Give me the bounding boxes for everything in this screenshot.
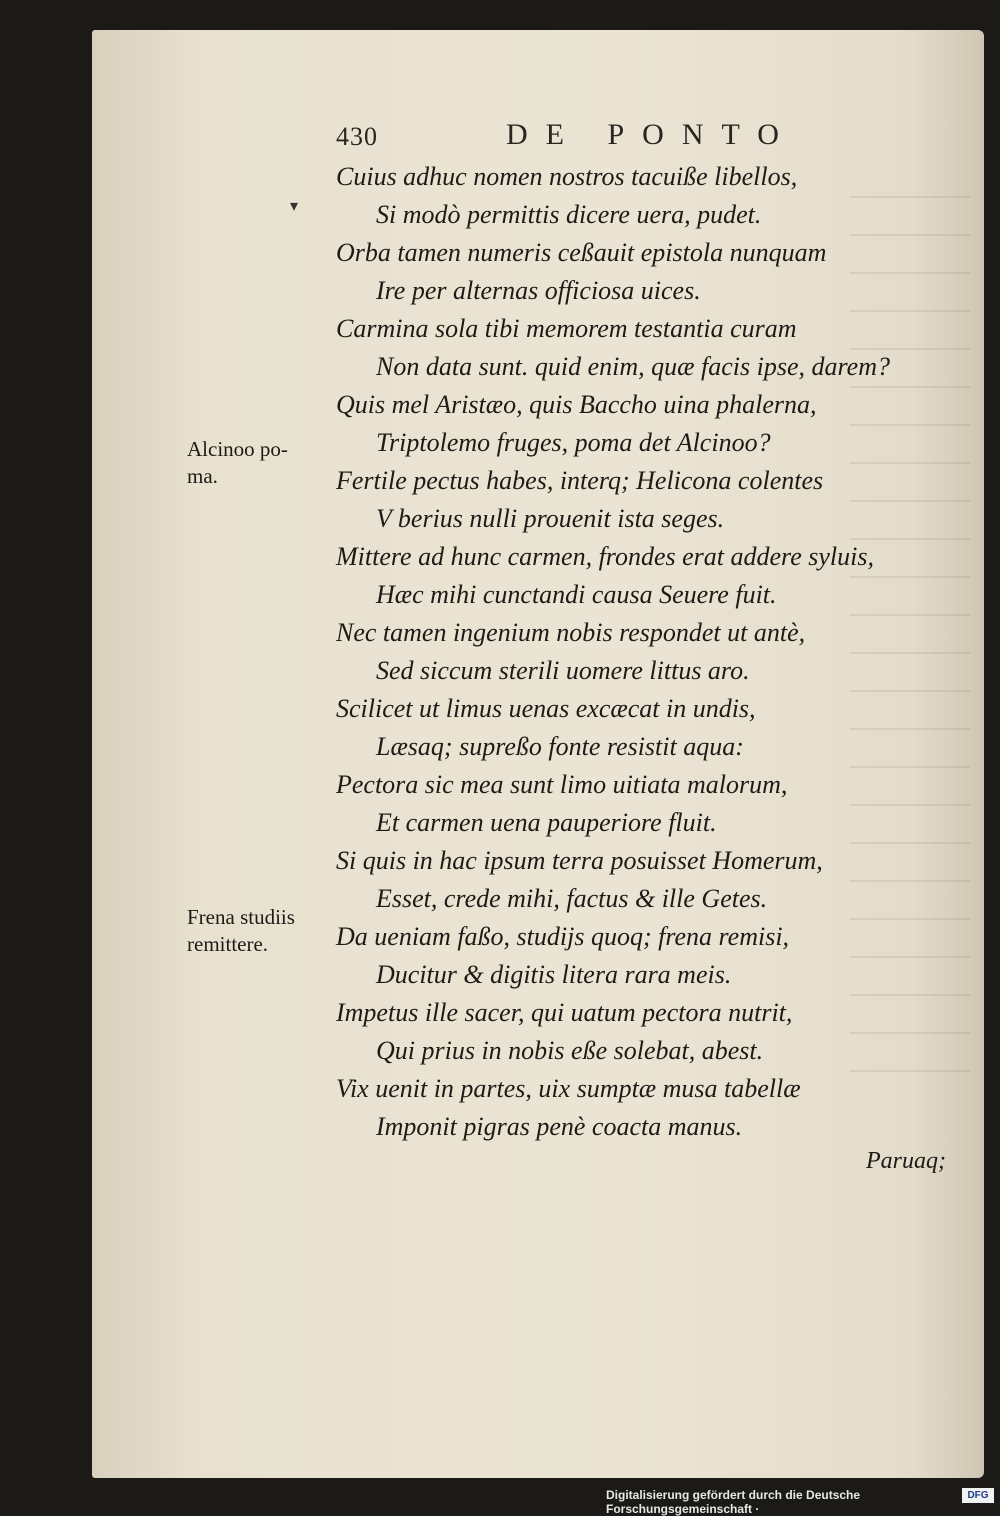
- side-note-alcinoo: [187, 436, 337, 490]
- poem-line: Orba tamen numeris ceßauit epistola nunquam: [336, 238, 827, 267]
- side-note-frena: [187, 904, 337, 958]
- poem-line: Non data sunt. quid enim, quæ facis ipse, darem?: [376, 352, 890, 381]
- page-number: 430: [336, 122, 378, 151]
- ink-mark: ▾: [290, 198, 299, 215]
- poem-line: V berius nulli prouenit ista seges.: [376, 504, 725, 533]
- poem-line: Nec tamen ingenium nobis respondet ut antè,: [336, 618, 806, 647]
- poem-line: Si modò permittis dicere uera, pudet.: [376, 200, 762, 229]
- poem-line: Vix uenit in partes, uix sumptæ musa tabellæ: [336, 1074, 801, 1103]
- poem-line: Scilicet ut limus uenas excæcat in undis,: [336, 694, 756, 723]
- poem-line: Et carmen uena pauperiore fluit.: [376, 808, 717, 837]
- poem-line: Fertile pectus habes, interq; Helicona colentes: [336, 466, 824, 495]
- poem-line: Pectora sic mea sunt limo uitiata malorum,: [336, 770, 788, 799]
- poem-line: Hæc mihi cunctandi causa Seuere fuit.: [376, 580, 777, 609]
- running-head: DE PONTO: [506, 118, 797, 151]
- poem-line: Læsaq; supreßo fonte resistit aqua:: [376, 732, 744, 761]
- poem-line: Esset, crede mihi, factus & ille Getes.: [376, 884, 768, 913]
- page-header: [336, 118, 836, 158]
- poem-text: [336, 158, 896, 1146]
- catchword: Paruaq;: [866, 1148, 946, 1174]
- poem-line: Triptolemo fruges, poma det Alcinoo?: [376, 428, 771, 457]
- poem-line: Sed siccum sterili uomere littus aro.: [376, 656, 750, 685]
- poem-line: Carmina sola tibi memorem testantia curam: [336, 314, 797, 343]
- poem-line: Cuius adhuc nomen nostros tacuiße libellos,: [336, 162, 798, 191]
- dfg-logo: DFG: [962, 1488, 994, 1503]
- poem-line: Mittere ad hunc carmen, frondes erat addere syluis,: [336, 542, 874, 571]
- poem-line: Impetus ille sacer, qui uatum pectora nutrit,: [336, 998, 793, 1027]
- side-note-line: ma.: [187, 464, 218, 488]
- side-note-line: remittere.: [187, 932, 269, 956]
- side-note-line: Alcinoo po-: [187, 437, 288, 461]
- poem-line: Si quis in hac ipsum terra posuisset Homerum,: [336, 846, 823, 875]
- poem-line: Qui prius in nobis eße solebat, abest.: [376, 1036, 764, 1065]
- poem-line: Quis mel Aristæo, quis Baccho uina phalerna,: [336, 390, 817, 419]
- side-note-line: Frena studiis: [187, 905, 295, 929]
- poem-line: Imponit pigras penè coacta manus.: [376, 1112, 743, 1141]
- poem-line: Ire per alternas officiosa uices.: [376, 276, 701, 305]
- poem-line: Ducitur & digitis litera rara meis.: [376, 960, 732, 989]
- footer-credit: Digitalisierung gefördert durch die Deutsche Forschungsgemeinschaft ·: [606, 1488, 861, 1516]
- poem-line: Da ueniam faßo, studijs quoq; frena remisi,: [336, 922, 790, 951]
